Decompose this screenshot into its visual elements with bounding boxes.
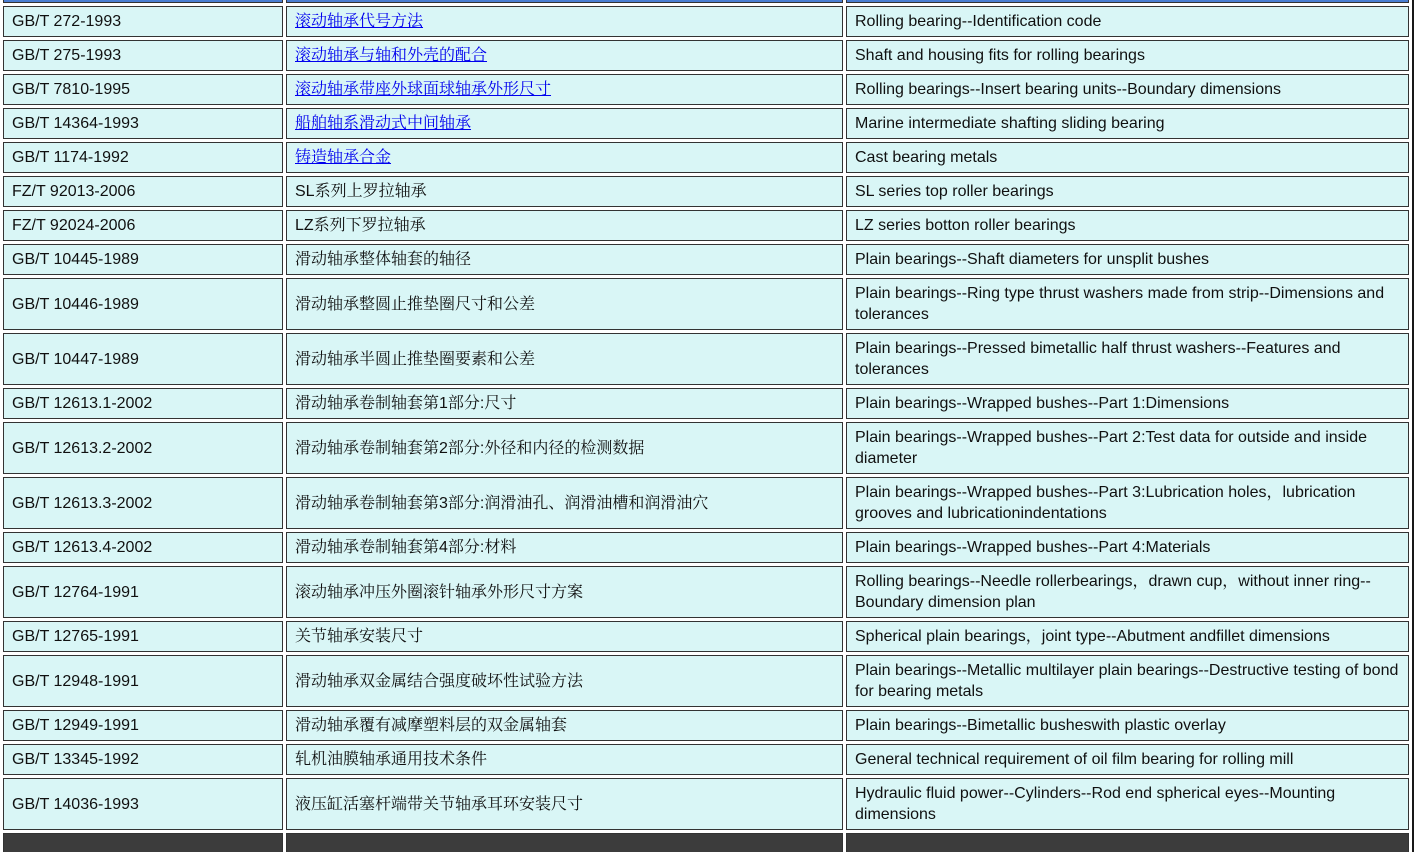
english-title: Plain bearings--Wrapped bushes--Part 2:Test data for outside and inside diameter — [855, 429, 1367, 467]
table-row — [3, 477, 1409, 529]
english-cell — [846, 778, 1409, 830]
english-cell — [846, 333, 1409, 385]
code-cell — [3, 176, 283, 207]
english-title: Rolling bearings--Needle rollerbearings，drawn cup，without inner ring--Boundary dimension plan — [855, 573, 1371, 611]
chinese-title-text: 滑动轴承卷制轴套第1部分:尺寸 — [295, 395, 517, 412]
english-title: Plain bearings--Wrapped bushes--Part 1:Dimensions — [855, 395, 1230, 412]
chinese-cell — [286, 532, 843, 563]
code-cell — [3, 142, 283, 173]
english-title: Plain bearings--Bimetallic busheswith plastic overlay — [855, 717, 1226, 734]
chinese-title-link[interactable]: 船舶轴系滑动式中间轴承 — [295, 115, 472, 132]
english-title: Cast bearing metals — [855, 149, 998, 166]
standard-code: GB/T 10445-1989 — [12, 251, 139, 268]
chinese-title-link[interactable]: 铸造轴承合金 — [295, 149, 392, 166]
english-title: Rolling bearings--Insert bearing units--Boundary dimensions — [855, 81, 1281, 98]
table-row — [3, 744, 1409, 775]
chinese-title-text: 滚动轴承冲压外圈滚针轴承外形尺寸方案 — [295, 583, 584, 601]
chinese-cell — [286, 176, 843, 207]
code-cell — [3, 710, 283, 741]
english-cell — [846, 744, 1409, 775]
english-title: Plain bearings--Wrapped bushes--Part 4:Materials — [855, 539, 1211, 556]
english-cell — [846, 710, 1409, 741]
english-title: Hydraulic fluid power--Cylinders--Rod end spherical eyes--Mounting dimensions — [855, 785, 1336, 823]
chinese-title-link[interactable]: 滚动轴承带座外球面球轴承外形尺寸 — [295, 81, 552, 98]
english-cell — [846, 278, 1409, 330]
standard-code: GB/T 1174-1992 — [12, 149, 129, 166]
chinese-cell — [286, 388, 843, 419]
chinese-cell — [286, 621, 843, 652]
standard-code: GB/T 12949-1991 — [12, 717, 139, 734]
english-cell — [846, 6, 1409, 37]
chinese-title-text: 滑动轴承卷制轴套第4部分:材料 — [295, 539, 517, 556]
english-cell — [846, 210, 1409, 241]
code-cell — [3, 744, 283, 775]
chinese-cell — [286, 6, 843, 37]
chinese-cell — [286, 778, 843, 830]
standard-code: GB/T 13345-1992 — [12, 751, 139, 768]
code-cell — [3, 108, 283, 139]
partial-cell — [286, 833, 843, 852]
english-title: Plain bearings--Pressed bimetallic half thrust washers--Features and tolerances — [855, 340, 1341, 378]
standard-code: GB/T 14364-1993 — [12, 115, 139, 132]
chinese-title-text: 滑动轴承覆有减摩塑料层的双金属轴套 — [295, 717, 568, 734]
english-cell — [846, 388, 1409, 419]
chinese-cell — [286, 744, 843, 775]
chinese-cell — [286, 710, 843, 741]
english-title: SL series top roller bearings — [855, 183, 1054, 200]
chinese-cell — [286, 74, 843, 105]
chinese-cell — [286, 566, 843, 618]
code-cell — [3, 278, 283, 330]
chinese-cell — [286, 142, 843, 173]
chinese-title-text: 液压缸活塞杆端带关节轴承耳环安装尺寸 — [295, 795, 584, 813]
chinese-title-text: 滑动轴承整体轴套的轴径 — [295, 251, 472, 268]
english-cell — [846, 74, 1409, 105]
english-title: Plain bearings--Ring type thrust washers made from strip--Dimensions and tolerances — [855, 285, 1385, 323]
chinese-title-text: 滑动轴承双金属结合强度破坏性试验方法 — [295, 672, 584, 690]
chinese-title-text: 滑动轴承卷制轴套第2部分:外径和内径的检测数据 — [295, 439, 645, 457]
table-row — [3, 532, 1409, 563]
chinese-cell — [286, 278, 843, 330]
chinese-title-text: LZ系列下罗拉轴承 — [295, 217, 426, 234]
standard-code: GB/T 12613.2-2002 — [12, 439, 153, 457]
table-row — [3, 710, 1409, 741]
chinese-cell — [286, 333, 843, 385]
table-row — [3, 142, 1409, 173]
code-cell — [3, 477, 283, 529]
chinese-title-link[interactable]: 滚动轴承与轴和外壳的配合 — [295, 47, 488, 64]
partial-cell — [846, 0, 1409, 3]
standard-code: GB/T 12948-1991 — [12, 672, 139, 690]
chinese-cell — [286, 244, 843, 275]
english-cell — [846, 655, 1409, 707]
partial-row-bottom — [3, 833, 1409, 852]
english-title: Spherical plain bearings，joint type--Abutment andfillet dimensions — [855, 628, 1330, 645]
table-row — [3, 778, 1409, 830]
chinese-title-text: 轧机油膜轴承通用技术条件 — [295, 751, 488, 768]
english-title: Plain bearings--Metallic multilayer plain bearings--Destructive testing of bond for bearing metals — [855, 662, 1399, 700]
chinese-cell — [286, 210, 843, 241]
code-cell — [3, 210, 283, 241]
table-row — [3, 278, 1409, 330]
english-cell — [846, 422, 1409, 474]
chinese-title-text: SL系列上罗拉轴承 — [295, 183, 427, 200]
standard-code: GB/T 12764-1991 — [12, 583, 139, 601]
partial-cell — [3, 833, 283, 852]
table-row — [3, 244, 1409, 275]
english-cell — [846, 142, 1409, 173]
standard-code: GB/T 275-1993 — [12, 47, 122, 64]
table-row — [3, 621, 1409, 652]
code-cell — [3, 655, 283, 707]
english-title: Shaft and housing fits for rolling bearings — [855, 47, 1145, 64]
table-row — [3, 210, 1409, 241]
table-row — [3, 176, 1409, 207]
english-cell — [846, 40, 1409, 71]
standard-code: GB/T 10446-1989 — [12, 295, 139, 313]
standard-code: GB/T 272-1993 — [12, 13, 122, 30]
table-row — [3, 333, 1409, 385]
standard-code: GB/T 12613.4-2002 — [12, 539, 153, 556]
english-title: Rolling bearing--Identification code — [855, 13, 1102, 30]
english-cell — [846, 532, 1409, 563]
chinese-title-text: 关节轴承安装尺寸 — [295, 628, 424, 645]
code-cell — [3, 333, 283, 385]
table-row — [3, 566, 1409, 618]
partial-row-top — [3, 0, 1409, 3]
chinese-title-text: 滑动轴承整圆止推垫圈尺寸和公差 — [295, 295, 536, 313]
english-cell — [846, 621, 1409, 652]
code-cell — [3, 621, 283, 652]
code-cell — [3, 778, 283, 830]
code-cell — [3, 244, 283, 275]
standard-code: FZ/T 92013-2006 — [12, 183, 136, 200]
table-row — [3, 40, 1409, 71]
table-row — [3, 6, 1409, 37]
table-row — [3, 422, 1409, 474]
english-cell — [846, 244, 1409, 275]
chinese-cell — [286, 477, 843, 529]
code-cell — [3, 74, 283, 105]
chinese-title-text: 滑动轴承半圆止推垫圈要素和公差 — [295, 350, 536, 368]
partial-cell — [846, 833, 1409, 852]
chinese-title-text: 滑动轴承卷制轴套第3部分:润滑油孔、润滑油槽和润滑油穴 — [295, 494, 709, 512]
chinese-title-link[interactable]: 滚动轴承代号方法 — [295, 13, 424, 30]
table-row — [3, 655, 1409, 707]
standard-code: FZ/T 92024-2006 — [12, 217, 136, 234]
code-cell — [3, 422, 283, 474]
table-row — [3, 74, 1409, 105]
partial-cell — [286, 0, 843, 3]
english-title: Plain bearings--Shaft diameters for unsplit bushes — [855, 251, 1209, 268]
english-cell — [846, 566, 1409, 618]
english-title: Marine intermediate shafting sliding bearing — [855, 115, 1165, 132]
table-row — [3, 108, 1409, 139]
standard-code: GB/T 12765-1991 — [12, 628, 139, 645]
chinese-cell — [286, 108, 843, 139]
code-cell — [3, 532, 283, 563]
chinese-cell — [286, 655, 843, 707]
standard-code: GB/T 10447-1989 — [12, 350, 139, 368]
code-cell — [3, 6, 283, 37]
code-cell — [3, 388, 283, 419]
english-title: General technical requirement of oil film bearing for rolling mill — [855, 751, 1294, 768]
standard-code: GB/T 7810-1995 — [12, 81, 131, 98]
chinese-cell — [286, 422, 843, 474]
english-cell — [846, 108, 1409, 139]
standard-code: GB/T 12613.3-2002 — [12, 494, 153, 512]
english-cell — [846, 176, 1409, 207]
code-cell — [3, 566, 283, 618]
chinese-cell — [286, 40, 843, 71]
english-title: LZ series botton roller bearings — [855, 217, 1076, 234]
english-title: Plain bearings--Wrapped bushes--Part 3:Lubrication holes，lubrication grooves and lubricationindentations — [855, 484, 1356, 522]
standard-code: GB/T 14036-1993 — [12, 795, 139, 813]
code-cell — [3, 40, 283, 71]
standard-code: GB/T 12613.1-2002 — [12, 395, 153, 412]
partial-cell — [3, 0, 283, 3]
table-row — [3, 388, 1409, 419]
english-cell — [846, 477, 1409, 529]
